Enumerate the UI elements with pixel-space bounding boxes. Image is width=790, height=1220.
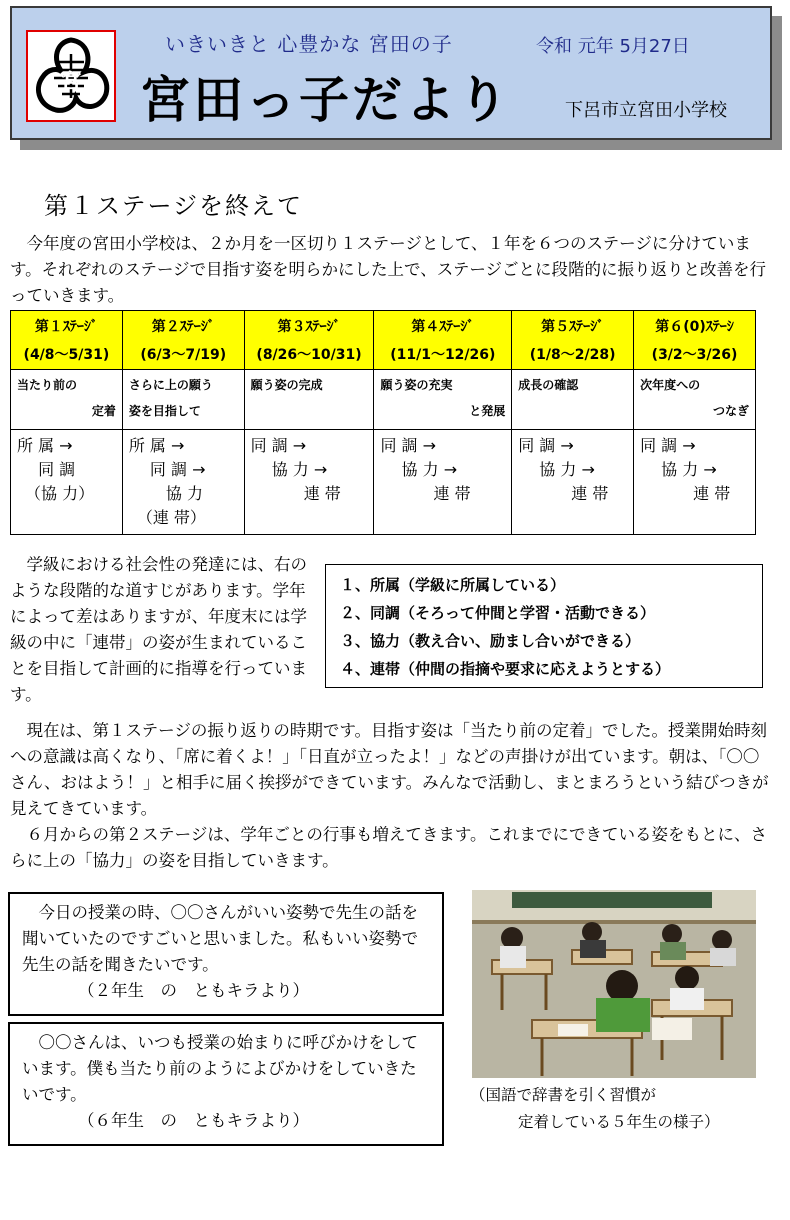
stage-goal-cell: 願う姿の充実 と発展 <box>374 370 512 430</box>
step-item: ３、協力（教え合い、励まし合いができる） <box>340 632 641 650</box>
stage-steps-cell: 同 調 → 協 力 → 連 帯 <box>244 430 374 535</box>
social-development-paragraph: 学級における社会性の発達には、右のような段階的な道すじがあります。学年によって差はありますが、年度末には学級の中に「連帯」の姿が生まれていることを目指して計画的に指導を行っています。 <box>10 555 307 704</box>
classroom-photo-image <box>472 890 756 1078</box>
stage-header-cell: 第３ｽﾃｰｼﾞ (8/26～10/31) <box>244 311 374 370</box>
quote-author: （２年生 の ともキラより） <box>78 981 309 1000</box>
caption-line: （国語で辞書を引く習慣が <box>470 1086 657 1104</box>
stage-header-cell: 第４ｽﾃｰｼﾞ (11/1～12/26) <box>374 311 512 370</box>
stage-goal-cell: さらに上の願う 姿を目指して <box>122 370 244 430</box>
issue-date: 令和 元年 5月27日 <box>536 36 690 57</box>
section-heading: 第１ステージを終えて <box>44 192 304 220</box>
step-item: ４、連帯（仲間の指摘や要求に応えようとする） <box>340 660 671 678</box>
stage-steps-cell: 所 属 → 同 調 （協 力） <box>11 430 123 535</box>
quote-text: 〇〇さんは、いつも授業の始まりに呼びかけをしています。僕も当たり前のようによびかけをしていきたいです。 <box>22 1033 418 1104</box>
stage-steps-cell: 所 属 → 同 調 → 協 力 （連 帯） <box>122 430 244 535</box>
school-emblem <box>26 30 116 122</box>
emblem-icon <box>28 32 114 120</box>
current-status-paragraph: 現在は、第１ステージの振り返りの時期です。目指す姿は「当たり前の定着」でした。授業開始時刻への意識は高くなり、「席に着くよ！」「日直が立ったよ！」などの声掛けが出ています。朝は、「〇〇さん、おはよう！」と相手に届く挨拶ができています。みんなで活動し、まとまろうという結びつきが見えてきています。 ６月からの第２ステージは、学年ごとの行事も増えてきます。これまでにできている姿をもとに、さらに上の「協力」の姿を目指していきます。 <box>10 721 769 870</box>
svg-text:宮: 宮 <box>61 69 81 93</box>
stage-goal-cell: 成長の確認 <box>512 370 634 430</box>
stage-goal-cell: 願う姿の完成 <box>244 370 374 430</box>
stage-header-cell: 第５ｽﾃｰｼﾞ (1/8～2/28) <box>512 311 634 370</box>
stage-steps-cell: 同 調 → 協 力 → 連 帯 <box>374 430 512 535</box>
stage-header-cell: 第１ｽﾃｰｼﾞ (4/8～5/31) <box>11 311 123 370</box>
stage-steps-row <box>11 430 756 535</box>
newsletter-title: 宮田っ子だより <box>140 71 511 129</box>
quote-text: 今日の授業の時、〇〇さんがいい姿勢で先生の話を聞いていたのですごいと思いました。私もいい姿勢で先生の話を聞きたいです。 <box>22 903 418 974</box>
stage-header-row <box>11 311 756 370</box>
step-item: ２、同調（そろって仲間と学習・活動できる） <box>340 604 656 622</box>
development-steps-box <box>325 564 763 688</box>
stage-header-cell: 第６(0)ｽﾃｰｼ (3/2～3/26) <box>634 311 756 370</box>
stage-goal-cell: 次年度への つなぎ <box>634 370 756 430</box>
school-slogan: いきいきと 心豊かな 宮田の子 <box>165 32 453 56</box>
step-item: １、所属（学級に所属している） <box>340 576 566 594</box>
stage-steps-cell: 同 調 → 協 力 → 連 帯 <box>512 430 634 535</box>
school-name: 下呂市立宮田小学校 <box>565 100 727 121</box>
intro-paragraph: 今年度の宮田小学校は、２か月を一区切り１ステージとして、１年を６つのステージに分けています。それぞれのステージで目指す姿を明らかにした上で、ステージごとに段階的に振り返りと改善を行っていきます。 <box>10 234 767 305</box>
photo-caption <box>470 1082 770 1136</box>
stage-steps-cell: 同 調 → 協 力 → 連 帯 <box>634 430 756 535</box>
stage-goal-row <box>11 370 756 430</box>
quote-author: （６年生 の ともキラより） <box>78 1111 309 1130</box>
stage-header-cell: 第２ｽﾃｰｼﾞ (6/3～7/19) <box>122 311 244 370</box>
caption-line: 定着している５年生の様子） <box>518 1113 720 1131</box>
stage-goal-cell: 当たり前の 定着 <box>11 370 123 430</box>
student-quote <box>8 892 444 1016</box>
stage-table <box>10 310 756 535</box>
classroom-photo <box>472 890 756 1078</box>
student-quote <box>8 1022 444 1146</box>
